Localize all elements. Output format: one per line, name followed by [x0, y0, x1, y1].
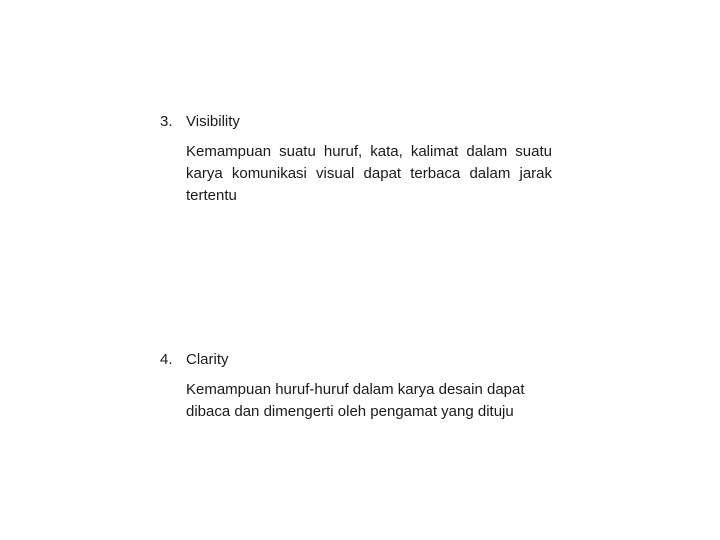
item-number: 4.	[160, 351, 173, 368]
item-description: Kemampuan huruf-huruf dalam karya desain dapat dibaca dan dimengerti oleh pengamat yang dituju	[186, 381, 525, 420]
item-number: 3.	[160, 113, 173, 130]
item-heading	[160, 350, 560, 370]
list-item-visibility	[160, 112, 560, 207]
item-description: Kemampuan suatu huruf, kata, kalimat dalam suatu karya komunikasi visual dapat terbaca dalam jarak tertentu	[186, 143, 552, 204]
item-heading	[160, 112, 560, 132]
item-title: Visibility	[186, 113, 240, 130]
item-title: Clarity	[186, 351, 229, 368]
list-item-clarity	[160, 350, 560, 423]
